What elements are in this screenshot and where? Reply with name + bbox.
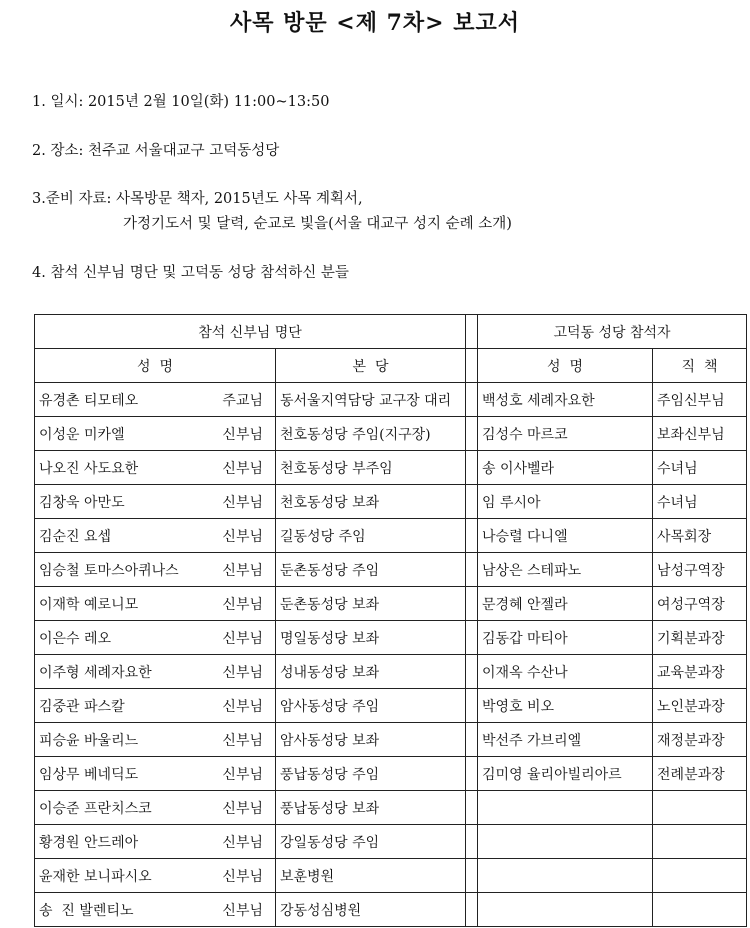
attendee-role (653, 791, 747, 825)
col-role-header: 직 책 (653, 349, 747, 383)
table-row (35, 553, 747, 587)
table-row (35, 621, 747, 655)
priest-title: 신부님 (222, 868, 263, 885)
priest-name: 이성운 미카엘 (39, 426, 125, 443)
attendee-role (653, 825, 747, 859)
attendee-role: 주임신부님 (653, 383, 747, 417)
priest-name: 이은수 레오 (39, 630, 112, 647)
priest-cell (35, 859, 276, 893)
attendee-name (478, 825, 653, 859)
priest-cell (35, 383, 276, 417)
table-group-header-row (35, 315, 747, 349)
priest-name: 피승윤 바울리느 (39, 732, 139, 749)
priest-parish: 천호동성당 주임(지구장) (276, 417, 466, 451)
priest-parish: 성내동성당 보좌 (276, 655, 466, 689)
priest-name: 김순진 요셉 (39, 528, 112, 545)
priest-parish: 암사동성당 주임 (276, 689, 466, 723)
priest-title: 주교님 (222, 392, 263, 409)
column-gap (466, 485, 478, 519)
attendee-name: 김미영 율리아빌리아르 (478, 757, 653, 791)
column-gap (466, 553, 478, 587)
priest-cell (35, 451, 276, 485)
attendee-role: 여성구역장 (653, 587, 747, 621)
priest-title: 신부님 (222, 426, 263, 443)
priest-parish: 강동성심병원 (276, 893, 466, 927)
priest-title: 신부님 (222, 528, 263, 545)
attendee-role: 노인분과장 (653, 689, 747, 723)
attendee-role (653, 893, 747, 927)
item-place: 2. 장소: 천주교 서울대교구 고덕동성당 (32, 143, 280, 159)
item-attendees-heading: 4. 참석 신부님 명단 및 고덕동 성당 참석하신 분들 (32, 265, 349, 281)
priest-name: 임상무 베네딕도 (39, 766, 139, 783)
attendance-table (34, 314, 747, 927)
priest-parish: 둔촌동성당 보좌 (276, 587, 466, 621)
column-gap (466, 383, 478, 417)
table-row (35, 383, 747, 417)
column-gap (466, 417, 478, 451)
priest-title: 신부님 (222, 664, 263, 681)
column-gap (466, 893, 478, 927)
priest-name: 김중관 파스칼 (39, 698, 125, 715)
priest-parish: 동서울지역담당 교구장 대리 (276, 383, 466, 417)
attendee-name (478, 893, 653, 927)
priest-title: 신부님 (222, 630, 263, 647)
priest-cell (35, 655, 276, 689)
priest-name: 이주형 세례자요한 (39, 664, 152, 681)
column-gap (466, 825, 478, 859)
priest-cell (35, 791, 276, 825)
priest-name: 황경원 안드레아 (39, 834, 139, 851)
item-date: 1. 일시: 2015년 2월 10일(화) 11:00~13:50 (32, 94, 330, 110)
attendee-role: 남성구역장 (653, 553, 747, 587)
table-row (35, 825, 747, 859)
attendee-role: 보좌신부님 (653, 417, 747, 451)
attendee-name: 김동갑 마티아 (478, 621, 653, 655)
priest-title: 신부님 (222, 494, 263, 511)
priest-title: 신부님 (222, 834, 263, 851)
table-row (35, 519, 747, 553)
column-gap (466, 791, 478, 825)
attendee-role: 사목회장 (653, 519, 747, 553)
priest-cell (35, 485, 276, 519)
priest-cell (35, 893, 276, 927)
priest-name: 나오진 사도요한 (39, 460, 139, 477)
priest-name: 임승철 토마스아퀴나스 (39, 562, 179, 579)
column-gap (466, 689, 478, 723)
column-gap (466, 723, 478, 757)
priest-cell (35, 587, 276, 621)
attendee-role: 교육분과장 (653, 655, 747, 689)
attendee-name: 문경혜 안젤라 (478, 587, 653, 621)
attendee-name: 김성수 마르코 (478, 417, 653, 451)
table-row (35, 485, 747, 519)
col-name-r-header: 성 명 (478, 349, 653, 383)
priest-parish: 암사동성당 보좌 (276, 723, 466, 757)
table-row (35, 723, 747, 757)
attendee-name (478, 791, 653, 825)
attendee-name: 이재옥 수산나 (478, 655, 653, 689)
col-name-header: 성 명 (35, 349, 276, 383)
priest-parish: 길동성당 주임 (276, 519, 466, 553)
priest-name: 윤재한 보니파시오 (39, 868, 152, 885)
column-gap (466, 349, 478, 383)
priest-parish: 천호동성당 부주임 (276, 451, 466, 485)
attendee-role: 재정분과장 (653, 723, 747, 757)
attendee-name: 박영호 비오 (478, 689, 653, 723)
priests-header: 참석 신부님 명단 (35, 315, 466, 349)
table-row (35, 587, 747, 621)
table-row (35, 757, 747, 791)
priest-title: 신부님 (222, 596, 263, 613)
column-gap (466, 757, 478, 791)
priest-cell (35, 757, 276, 791)
attendee-role: 전례분과장 (653, 757, 747, 791)
table-row (35, 893, 747, 927)
priest-parish: 명일동성당 보좌 (276, 621, 466, 655)
attendees-header: 고덕동 성당 참석자 (478, 315, 747, 349)
column-gap (466, 451, 478, 485)
priest-cell (35, 723, 276, 757)
priest-cell (35, 417, 276, 451)
attendee-role: 수녀님 (653, 485, 747, 519)
attendee-name: 임 루시아 (478, 485, 653, 519)
attendee-role: 기획분과장 (653, 621, 747, 655)
col-parish-header: 본 당 (276, 349, 466, 383)
table-row (35, 859, 747, 893)
priest-title: 신부님 (222, 732, 263, 749)
table-row (35, 451, 747, 485)
column-gap (466, 587, 478, 621)
priest-parish: 천호동성당 보좌 (276, 485, 466, 519)
column-gap (466, 621, 478, 655)
priest-cell (35, 689, 276, 723)
priest-name: 유경촌 티모테오 (39, 392, 139, 409)
table-row (35, 655, 747, 689)
item-materials-1: 3.준비 자료: 사목방문 책자, 2015년도 사목 계획서, (32, 191, 363, 207)
table-row (35, 689, 747, 723)
priest-name: 이재학 예로니모 (39, 596, 139, 613)
column-gap (466, 655, 478, 689)
priest-cell (35, 553, 276, 587)
attendee-name: 남상은 스테파노 (478, 553, 653, 587)
table-row (35, 417, 747, 451)
attendee-name: 송 이사벨라 (478, 451, 653, 485)
column-gap (466, 315, 478, 349)
priest-cell (35, 519, 276, 553)
table-column-header-row (35, 349, 747, 383)
priest-parish: 보훈병원 (276, 859, 466, 893)
priest-name: 김창욱 아만도 (39, 494, 125, 511)
priest-title: 신부님 (222, 902, 263, 919)
priest-parish: 둔촌동성당 주임 (276, 553, 466, 587)
priest-title: 신부님 (222, 460, 263, 477)
report-title: 사목 방문 <제 7차> 보고서 (229, 10, 521, 36)
column-gap (466, 859, 478, 893)
item-materials-2: 가정기도서 및 달력, 순교로 빛을(서울 대교구 성지 순례 소개) (123, 216, 512, 232)
priest-title: 신부님 (222, 698, 263, 715)
attendee-name: 백성호 세례자요한 (478, 383, 653, 417)
priest-title: 신부님 (222, 800, 263, 817)
priest-name: 송 진 발렌티노 (39, 902, 134, 919)
priest-title: 신부님 (222, 766, 263, 783)
priest-parish: 강일동성당 주임 (276, 825, 466, 859)
priest-cell (35, 621, 276, 655)
priest-parish: 풍납동성당 주임 (276, 757, 466, 791)
priest-parish: 풍납동성당 보좌 (276, 791, 466, 825)
priest-title: 신부님 (222, 562, 263, 579)
column-gap (466, 519, 478, 553)
table-row (35, 791, 747, 825)
attendee-role: 수녀님 (653, 451, 747, 485)
attendee-name (478, 859, 653, 893)
attendee-role (653, 859, 747, 893)
attendee-name: 박선주 가브리엘 (478, 723, 653, 757)
attendee-name: 나승렬 다니엘 (478, 519, 653, 553)
priest-cell (35, 825, 276, 859)
priest-name: 이승준 프란치스코 (39, 800, 152, 817)
